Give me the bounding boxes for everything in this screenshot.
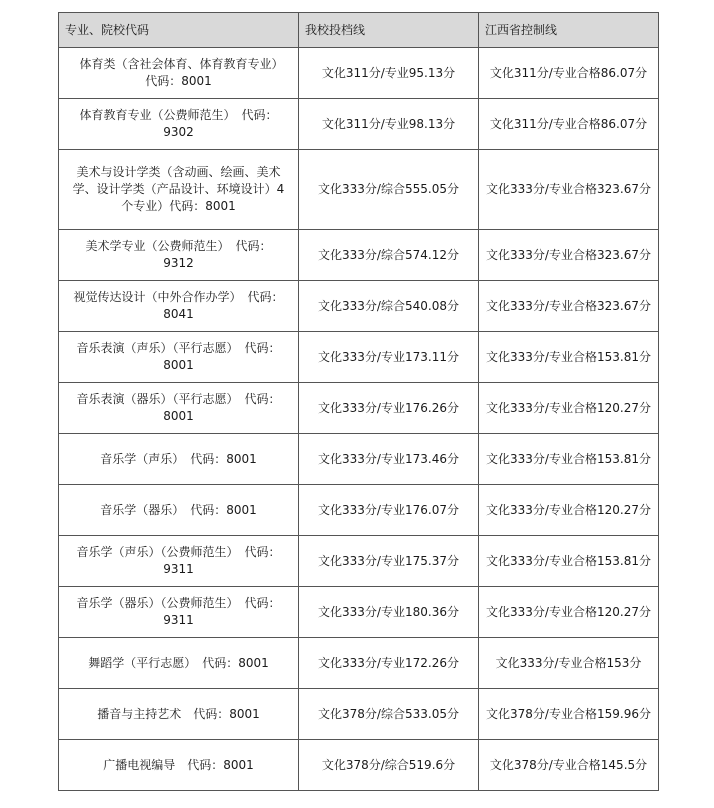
major-cell: 体育教育专业（公费师范生） 代码：9302 [59, 99, 299, 150]
major-cell: 体育类（含社会体育、体育教育专业） 代码：8001 [59, 48, 299, 99]
table-row [59, 587, 659, 638]
admission-score-table [58, 12, 659, 791]
header-province-line: 江西省控制线 [479, 13, 659, 48]
province-line-cell: 文化378分/专业合格145.5分 [479, 740, 659, 791]
school-line-cell: 文化311分/专业98.13分 [299, 99, 479, 150]
table-row [59, 332, 659, 383]
major-cell: 美术与设计学类（含动画、绘画、美术学、设计学类（产品设计、环境设计）4个专业）代码：8001 [59, 150, 299, 230]
province-line-cell: 文化333分/专业合格153.81分 [479, 536, 659, 587]
school-line-cell: 文化333分/专业180.36分 [299, 587, 479, 638]
province-line-cell: 文化333分/专业合格120.27分 [479, 383, 659, 434]
school-line-cell: 文化333分/综合540.08分 [299, 281, 479, 332]
table-row [59, 689, 659, 740]
school-line-cell: 文化378分/综合519.6分 [299, 740, 479, 791]
table-row [59, 434, 659, 485]
province-line-cell: 文化333分/专业合格323.67分 [479, 230, 659, 281]
table-row [59, 536, 659, 587]
school-line-cell: 文化333分/综合574.12分 [299, 230, 479, 281]
table-header-row [59, 13, 659, 48]
header-major-code: 专业、院校代码 [59, 13, 299, 48]
major-cell: 广播电视编导 代码：8001 [59, 740, 299, 791]
table-row [59, 485, 659, 536]
major-cell: 音乐表演（器乐）（平行志愿） 代码：8001 [59, 383, 299, 434]
major-cell: 音乐学（器乐） 代码：8001 [59, 485, 299, 536]
province-line-cell: 文化333分/专业合格120.27分 [479, 587, 659, 638]
school-line-cell: 文化333分/专业176.07分 [299, 485, 479, 536]
table-row [59, 383, 659, 434]
province-line-cell: 文化333分/专业合格120.27分 [479, 485, 659, 536]
school-line-cell: 文化333分/专业176.26分 [299, 383, 479, 434]
major-cell: 音乐学（声乐）（公费师范生） 代码：9311 [59, 536, 299, 587]
province-line-cell: 文化333分/专业合格323.67分 [479, 281, 659, 332]
header-school-line: 我校投档线 [299, 13, 479, 48]
province-line-cell: 文化311分/专业合格86.07分 [479, 48, 659, 99]
province-line-cell: 文化333分/专业合格323.67分 [479, 150, 659, 230]
table-row [59, 740, 659, 791]
major-cell: 音乐表演（声乐）（平行志愿） 代码：8001 [59, 332, 299, 383]
major-cell: 播音与主持艺术 代码：8001 [59, 689, 299, 740]
table-row [59, 48, 659, 99]
province-line-cell: 文化333分/专业合格153.81分 [479, 434, 659, 485]
school-line-cell: 文化333分/专业175.37分 [299, 536, 479, 587]
table-row [59, 150, 659, 230]
school-line-cell: 文化333分/专业172.26分 [299, 638, 479, 689]
table-row [59, 281, 659, 332]
major-cell: 音乐学（声乐） 代码：8001 [59, 434, 299, 485]
table-row [59, 230, 659, 281]
school-line-cell: 文化333分/综合555.05分 [299, 150, 479, 230]
table-row [59, 638, 659, 689]
major-cell: 视觉传达设计（中外合作办学） 代码：8041 [59, 281, 299, 332]
school-line-cell: 文化333分/专业173.11分 [299, 332, 479, 383]
school-line-cell: 文化333分/专业173.46分 [299, 434, 479, 485]
table-row [59, 99, 659, 150]
province-line-cell: 文化378分/专业合格159.96分 [479, 689, 659, 740]
province-line-cell: 文化311分/专业合格86.07分 [479, 99, 659, 150]
province-line-cell: 文化333分/专业合格153.81分 [479, 332, 659, 383]
province-line-cell: 文化333分/专业合格153分 [479, 638, 659, 689]
major-cell: 美术学专业（公费师范生） 代码：9312 [59, 230, 299, 281]
major-cell: 音乐学（器乐）（公费师范生） 代码：9311 [59, 587, 299, 638]
school-line-cell: 文化311分/专业95.13分 [299, 48, 479, 99]
major-cell: 舞蹈学（平行志愿） 代码：8001 [59, 638, 299, 689]
school-line-cell: 文化378分/综合533.05分 [299, 689, 479, 740]
